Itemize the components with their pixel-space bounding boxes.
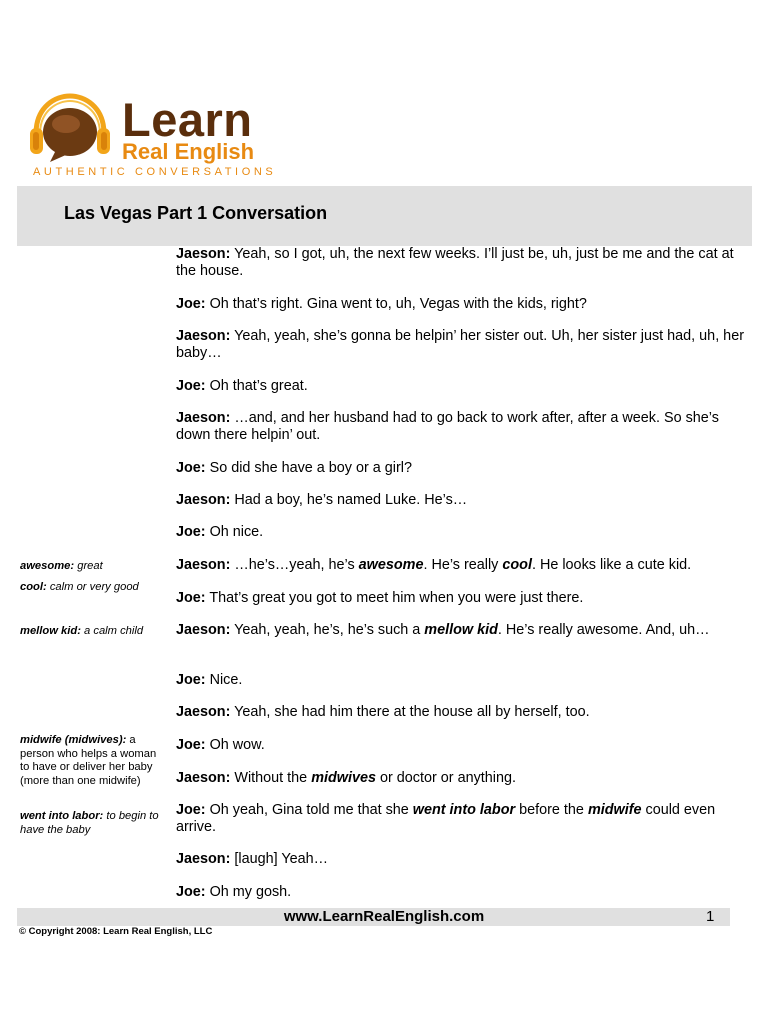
speaker-name: Jaeson: [176,770,231,786]
speaker-name: Joe: [176,524,206,540]
dialogue-text: Had a boy, he’s named Luke. He’s… [230,492,468,508]
glossary-definition: calm or very good [46,581,139,593]
dialogue-line [176,672,744,689]
vocab-term: cool [502,557,532,573]
dialogue-text: before the [515,802,588,818]
dialogue-text: [laugh] Yeah… [230,851,329,867]
vocab-term: midwife [587,802,642,818]
glossary-entry [20,560,165,574]
vocab-term: midwives [311,770,376,786]
speaker-name: Jaeson: [176,557,231,573]
dialogue-text: So did she have a boy or a girl? [205,460,412,476]
dialogue-text: Oh that’s great. [205,378,308,394]
speaker-name: Joe: [176,590,206,606]
speaker-name: Jaeson: [176,492,231,508]
glossary-entry [20,581,165,595]
dialogue-text: Without the [230,770,312,786]
dialogue-line [176,378,744,395]
dialogue-line [176,770,744,787]
glossary-term: mellow kid: [20,625,81,637]
logo-subtitle: Real English [122,139,255,164]
page-title: Las Vegas Part 1 Conversation [64,203,328,223]
logo-title: Learn [122,93,253,146]
dialogue-text: That’s great you got to meet him when you were just there. [205,590,584,606]
glossary-term: cool: [20,581,47,593]
dialogue-text: Yeah, she had him there at the house all by herself, too. [230,704,590,720]
logo-tagline: AUTHENTIC CONVERSATIONS [33,166,277,178]
dialogue-text: Oh nice. [205,524,264,540]
glossary-entry [20,810,165,837]
dialogue-text: …he’s…yeah, he’s [230,557,359,573]
dialogue-text: . He looks like a cute kid. [531,557,692,573]
speaker-name: Joe: [176,737,206,753]
dialogue-line [176,590,744,607]
dialogue-line [176,492,744,509]
dialogue-line [176,296,744,313]
glossary-entry [20,734,165,788]
dialogue-text: Oh wow. [205,737,265,753]
dialogue-line [176,460,744,477]
dialogue-text: Nice. [205,672,243,688]
dialogue-line [176,737,744,754]
vocab-term: awesome [358,557,424,573]
dialogue-text: could even arrive. [176,802,716,835]
dialogue-text: Yeah, yeah, she’s gonna be helpin’ her sister out. Uh, her sister just had, uh, her baby… [176,328,744,361]
glossary-entry [20,625,165,639]
dialogue-text: …and, and her husband had to go back to work after, after a week. So she’s down there helpin’ out. [176,410,719,443]
copyright: © Copyright 2008: Learn Real English, LLC [19,926,213,937]
dialogue-text: Oh my gosh. [205,884,292,900]
dialogue-line [176,524,744,541]
page-number: 1 [706,908,715,925]
speaker-name: Joe: [176,672,206,688]
speaker-name: Joe: [176,296,206,312]
dialogue-line [176,884,744,901]
dialogue-line [176,704,744,721]
dialogue-line [176,410,744,443]
dialogue-text: Oh that’s right. Gina went to, uh, Vegas with the kids, right? [205,296,587,312]
dialogue-line [176,622,744,639]
glossary-term: awesome: [20,560,75,572]
speaker-name: Jaeson: [176,704,231,720]
dialogue-text: or doctor or anything. [375,770,516,786]
speaker-name: Joe: [176,378,206,394]
speaker-name: Jaeson: [176,328,231,344]
speaker-name: Jaeson: [176,851,231,867]
glossary-term: midwife (midwives): [20,734,127,746]
dialogue-text: . He’s really [423,557,503,573]
dialogue-line [176,851,744,868]
speaker-name: Joe: [176,802,206,818]
footer-url[interactable]: www.LearnRealEnglish.com [283,908,485,925]
dialogue-line [176,246,744,279]
glossary-definition: a calm child [80,625,144,637]
speaker-name: Joe: [176,884,206,900]
glossary-definition: great [74,560,103,572]
glossary-definition: to begin to have the baby [20,810,159,836]
glossary-term: went into labor: [20,810,104,822]
speaker-name: Jaeson: [176,246,231,262]
dialogue-line [176,802,744,835]
dialogue-text: . He’s really awesome. And, uh… [497,622,710,638]
dialogue-text: Oh yeah, Gina told me that she [205,802,413,818]
dialogue-text: Yeah, so I got, uh, the next few weeks. I’ll just be, uh, just be me and the cat at the house. [176,246,734,279]
vocab-term: mellow kid [424,622,498,638]
dialogue-line [176,557,744,574]
speaker-name: Joe: [176,460,206,476]
vocab-term: went into labor [412,802,516,818]
dialogue-line [176,328,744,361]
speaker-name: Jaeson: [176,622,231,638]
dialogue-text: Yeah, yeah, he’s, he’s such a [230,622,425,638]
glossary-definition: a person who helps a woman to have or deliver her baby (more than one midwife) [20,734,157,787]
speaker-name: Jaeson: [176,410,231,426]
